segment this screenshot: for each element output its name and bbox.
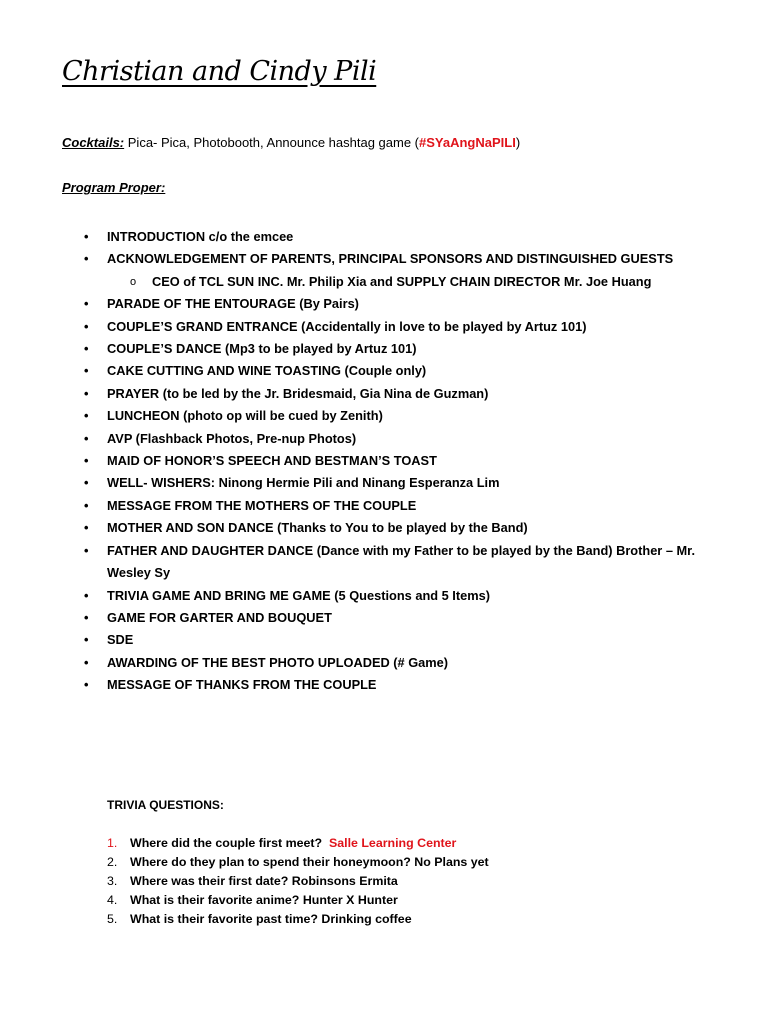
program-label: Program Proper: (62, 180, 166, 195)
program-item: • MOTHER AND SON DANCE (Thanks to You to be played by the Band) (0, 517, 727, 539)
bullet-icon: • (84, 341, 89, 357)
trivia-item: 3. Where was their first date? Robinsons Ermita (107, 874, 398, 888)
bullet-icon: • (84, 632, 89, 648)
program-item: • COUPLE’S DANCE (Mp3 to be played by Artuz 101) (0, 338, 727, 360)
trivia-answer: Salle Learning Center (328, 836, 457, 850)
program-item: • MESSAGE OF THANKS FROM THE COUPLE (0, 674, 727, 696)
program-item: • MAID OF HONOR’S SPEECH AND BESTMAN’S TOAST (0, 450, 727, 472)
bullet-icon: • (84, 318, 89, 334)
bullet-icon: • (84, 408, 89, 424)
document-title: Christian and Cindy Pili (62, 56, 377, 87)
hashtag: #SYaAngNaPILI (419, 135, 516, 150)
cocktails-line (62, 135, 520, 150)
program-item: • AVP (Flashback Photos, Pre-nup Photos) (0, 428, 727, 450)
program-item: • AWARDING OF THE BEST PHOTO UPLOADED (# Game) (0, 652, 727, 674)
bullet-icon: • (84, 296, 89, 312)
bullet-icon: • (84, 430, 89, 446)
program-item: • COUPLE’S GRAND ENTRANCE (Accidentally in love to be played by Artuz 101) (0, 316, 727, 338)
program-list (0, 226, 768, 697)
bullet-icon: • (84, 229, 89, 244)
bullet-icon: • (84, 542, 89, 558)
trivia-item: 5. What is their favorite past time? Drinking coffee (107, 912, 412, 926)
cocktails-label: Cocktails: (62, 135, 125, 150)
bullet-icon: • (84, 385, 89, 401)
cocktails-close: ) (515, 135, 521, 150)
program-sub-item: o CEO of TCL SUN INC. Mr. Philip Xia and SUPPLY CHAIN DIRECTOR Mr. Joe Huang (0, 271, 768, 293)
trivia-item: 1. Where did the couple first meet? Salle Learning Center (107, 836, 457, 850)
bullet-icon: • (84, 609, 89, 625)
program-item: • INTRODUCTION c/o the emcee (0, 226, 727, 248)
program-label-line (62, 180, 165, 195)
program-item: • CAKE CUTTING AND WINE TOASTING (Couple only) (0, 360, 727, 382)
program-item: • TRIVIA GAME AND BRING ME GAME (5 Questions and 5 Items) (0, 585, 727, 607)
trivia-item: 2. Where do they plan to spend their honeymoon? No Plans yet (107, 855, 489, 869)
bullet-icon: • (84, 475, 89, 491)
trivia-heading: TRIVIA QUESTIONS: (107, 798, 224, 812)
cocktails-text: Pica- Pica, Photobooth, Announce hashtag game ( (127, 135, 420, 150)
program-item: • FATHER AND DAUGHTER DANCE (Dance with my Father to be played by the Band) Brother – Mr. Wesley Sy (0, 540, 727, 585)
bullet-icon: • (84, 363, 89, 379)
trivia-item: 4. What is their favorite anime? Hunter X Hunter (107, 893, 398, 907)
bullet-icon: • (84, 677, 89, 693)
program-item: • ACKNOWLEDGEMENT OF PARENTS, PRINCIPAL SPONSORS AND DISTINGUISHED GUESTS (0, 248, 727, 270)
program-item: • PRAYER (to be led by the Jr. Bridesmaid, Gia Nina de Guzman) (0, 383, 727, 405)
sub-bullet-icon: o (130, 275, 137, 288)
program-item: • PARADE OF THE ENTOURAGE (By Pairs) (0, 293, 727, 315)
bullet-icon: • (84, 453, 89, 469)
program-item: • MESSAGE FROM THE MOTHERS OF THE COUPLE (0, 495, 727, 517)
trivia-list (0, 834, 768, 929)
bullet-icon: • (84, 497, 89, 513)
bullet-icon: • (84, 520, 89, 536)
bullet-icon: • (84, 251, 89, 267)
program-item: • SDE (0, 629, 727, 651)
program-item: • LUNCHEON (photo op will be cued by Zenith) (0, 405, 727, 427)
bullet-icon: • (84, 587, 89, 603)
bullet-icon: • (84, 654, 89, 670)
program-item: • GAME FOR GARTER AND BOUQUET (0, 607, 727, 629)
program-item: • WELL- WISHERS: Ninong Hermie Pili and Ninang Esperanza Lim (0, 472, 727, 494)
